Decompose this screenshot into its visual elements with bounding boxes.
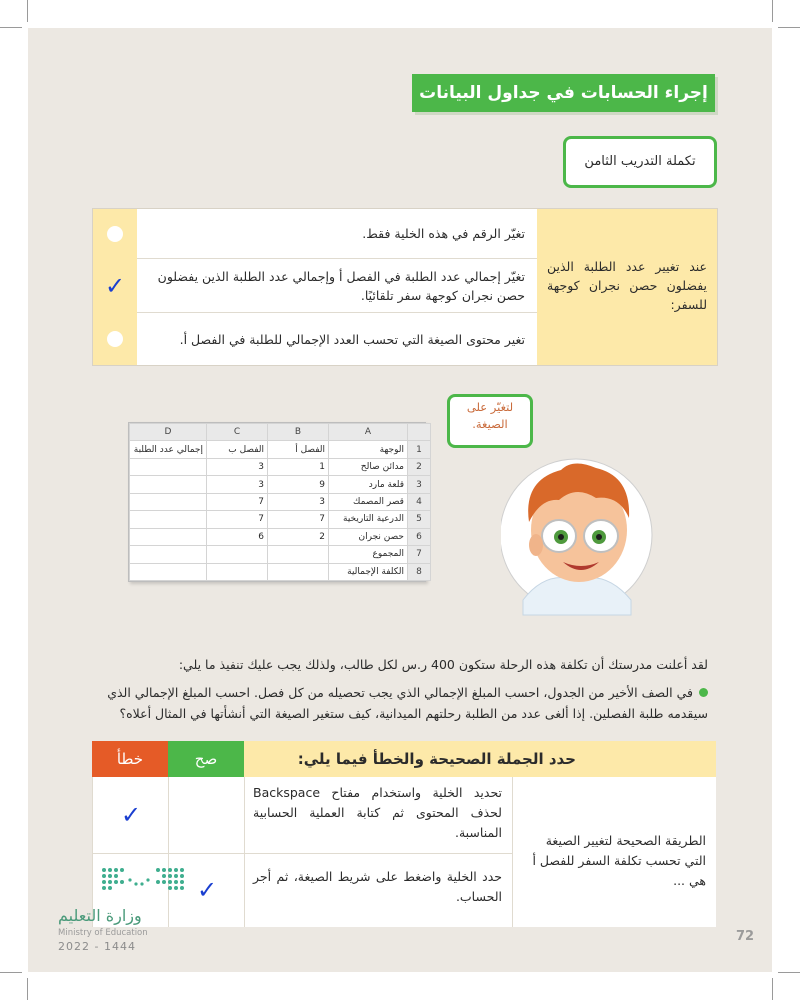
cell[interactable]: 7 bbox=[207, 493, 268, 510]
cell[interactable]: 3 bbox=[268, 493, 329, 510]
false-answer-cell[interactable] bbox=[92, 777, 169, 853]
cell[interactable] bbox=[130, 493, 207, 510]
question1-option bbox=[137, 259, 537, 313]
table-row bbox=[130, 563, 431, 581]
table-row bbox=[130, 528, 431, 545]
table-row bbox=[130, 458, 431, 475]
bullet-icon bbox=[699, 688, 708, 697]
ministry-name-ar: وزارة التعليم bbox=[58, 906, 142, 925]
cell[interactable] bbox=[207, 563, 268, 581]
speech-bubble: لتغيّر على الصيغة. bbox=[447, 394, 533, 448]
ministry-emblem-icon bbox=[98, 862, 198, 902]
cell[interactable]: قلعة مارد bbox=[329, 476, 408, 493]
table-row bbox=[130, 493, 431, 510]
cell[interactable] bbox=[130, 476, 207, 493]
table-row bbox=[130, 441, 431, 458]
table-row bbox=[130, 476, 431, 493]
bullet-item bbox=[78, 682, 708, 724]
cell[interactable]: مدائن صالح bbox=[329, 458, 408, 475]
crop-mark bbox=[27, 0, 28, 22]
cell[interactable] bbox=[268, 546, 329, 563]
question2-header: حدد الجملة الصحيحة والخطأ فيما يلي: bbox=[244, 741, 716, 777]
cell[interactable] bbox=[130, 458, 207, 475]
cell[interactable]: الفصل أ bbox=[268, 441, 329, 458]
cell[interactable] bbox=[130, 511, 207, 528]
row-number[interactable]: 4 bbox=[408, 493, 431, 510]
edition-year: 2022 - 1444 bbox=[58, 940, 136, 953]
checkmark-icon: ✓ bbox=[104, 272, 126, 300]
row-number[interactable]: 5 bbox=[408, 511, 431, 528]
cell[interactable] bbox=[268, 563, 329, 581]
crop-mark bbox=[778, 27, 800, 28]
row-number[interactable]: 8 bbox=[408, 563, 431, 581]
row-number[interactable]: 6 bbox=[408, 528, 431, 545]
cell[interactable]: الدرعية التاريخية bbox=[329, 511, 408, 528]
cell[interactable]: المجموع bbox=[329, 546, 408, 563]
cell[interactable]: 6 bbox=[207, 528, 268, 545]
crop-mark bbox=[27, 978, 28, 1000]
cell[interactable]: 3 bbox=[207, 476, 268, 493]
cell[interactable] bbox=[207, 546, 268, 563]
exercise-label: تكملة التدريب الثامن bbox=[563, 136, 717, 188]
option-text: تغيّر الرقم في هذه الخلية فقط. bbox=[362, 226, 525, 241]
question2-stem: الطريقة الصحيحة لتغيير الصيغة التي تحسب تكلفة السفر للفصل أ هي ... bbox=[512, 777, 716, 927]
checkmark-icon: ✓ bbox=[196, 876, 218, 904]
answer-cell[interactable] bbox=[93, 259, 137, 314]
cell[interactable] bbox=[130, 528, 207, 545]
answer-cell[interactable] bbox=[93, 313, 137, 365]
radio-circle[interactable] bbox=[107, 331, 123, 347]
option-text: تغير محتوى الصيغة التي تحسب العدد الإجمالي للطلبة في الفصل أ. bbox=[179, 331, 525, 347]
cell[interactable]: الفصل ب bbox=[207, 441, 268, 458]
crop-mark bbox=[772, 978, 773, 1000]
crop-mark bbox=[778, 972, 800, 973]
row-number[interactable]: 7 bbox=[408, 546, 431, 563]
cell[interactable]: 7 bbox=[268, 511, 329, 528]
cell[interactable]: حصن نجران bbox=[329, 528, 408, 545]
checkmark-icon: ✓ bbox=[120, 801, 142, 829]
row-divider bbox=[92, 853, 512, 854]
row-number[interactable]: 2 bbox=[408, 458, 431, 475]
true-column-header: صح bbox=[168, 741, 244, 777]
question1-stem: عند تغيير عدد الطلبة الذين يفضلون حصن نجران كوجهة للسفر: bbox=[537, 209, 717, 365]
cell[interactable]: 3 bbox=[207, 458, 268, 475]
row-number[interactable]: 3 bbox=[408, 476, 431, 493]
cell[interactable]: الكلفة الإجمالية bbox=[329, 563, 408, 581]
question1-option bbox=[137, 313, 537, 365]
cell[interactable] bbox=[130, 563, 207, 581]
student-avatar-icon bbox=[501, 440, 711, 620]
ministry-name-en: Ministry of Education bbox=[58, 928, 148, 938]
question1-option bbox=[137, 209, 537, 259]
spreadsheet-grid bbox=[129, 423, 431, 581]
false-column-header: خطأ bbox=[92, 741, 168, 777]
section-title: إجراء الحسابات في جداول البيانات bbox=[412, 74, 715, 112]
ministry-logo bbox=[58, 862, 208, 952]
column-header[interactable]: D bbox=[130, 424, 207, 441]
cell[interactable]: 2 bbox=[268, 528, 329, 545]
column-header-row bbox=[130, 424, 431, 441]
question2-option bbox=[244, 853, 512, 927]
question2-option bbox=[244, 777, 512, 853]
cell[interactable]: إجمالي عدد الطلبة bbox=[130, 441, 207, 458]
true-answer-cell[interactable] bbox=[168, 777, 245, 853]
select-all-corner[interactable] bbox=[408, 424, 431, 441]
crop-mark bbox=[0, 972, 22, 973]
column-header[interactable]: A bbox=[329, 424, 408, 441]
crop-mark bbox=[0, 27, 22, 28]
intro-text: لقد أعلنت مدرستك أن تكلفة هذه الرحلة ستكون 400 ر.س لكل طالب، ولذلك يجب عليك تنفيذ ما يلي: bbox=[178, 657, 708, 672]
bullet-text: في الصف الأخير من الجدول، احسب المبلغ الإجمالي الذي يجب تحصيله من كل فصل. احسب المبلغ الإجمالي الذي سيقدمه طلبة الفصلين. إذا ألغى عدد من الطلبة رحلتهم الميدانية، كيف ستغير الصيغة التي أنشأتها في المثال أعلاه؟ bbox=[107, 685, 708, 721]
page-number: 72 bbox=[736, 929, 755, 944]
question1-table bbox=[92, 208, 718, 366]
cell[interactable]: 7 bbox=[207, 511, 268, 528]
spreadsheet bbox=[128, 422, 426, 582]
option-text: تحديد الخلية واستخدام مفتاح Backspace لحذف المحتوى ثم كتابة العملية الحسابية المناسبة. bbox=[253, 785, 502, 840]
column-header[interactable]: B bbox=[268, 424, 329, 441]
cell[interactable]: 1 bbox=[268, 458, 329, 475]
cell[interactable]: الوجهة bbox=[329, 441, 408, 458]
cell[interactable]: 9 bbox=[268, 476, 329, 493]
option-text: حدد الخلية واضغط على شريط الصيغة، ثم أجر الحساب. bbox=[253, 869, 502, 904]
table-row bbox=[130, 546, 431, 563]
table-row bbox=[130, 511, 431, 528]
option-text: تغيّر إجمالي عدد الطلبة في الفصل أ وإجمالي عدد الطلبة الذين يفضلون حصن نجران كوجهة سفر تلقائيًا. bbox=[157, 268, 525, 303]
cell[interactable] bbox=[130, 546, 207, 563]
cell[interactable]: قصر المصمك bbox=[329, 493, 408, 510]
row-number[interactable]: 1 bbox=[408, 441, 431, 458]
radio-circle[interactable] bbox=[107, 226, 123, 242]
crop-mark bbox=[772, 0, 773, 22]
column-header[interactable]: C bbox=[207, 424, 268, 441]
answer-cell[interactable] bbox=[93, 209, 137, 260]
